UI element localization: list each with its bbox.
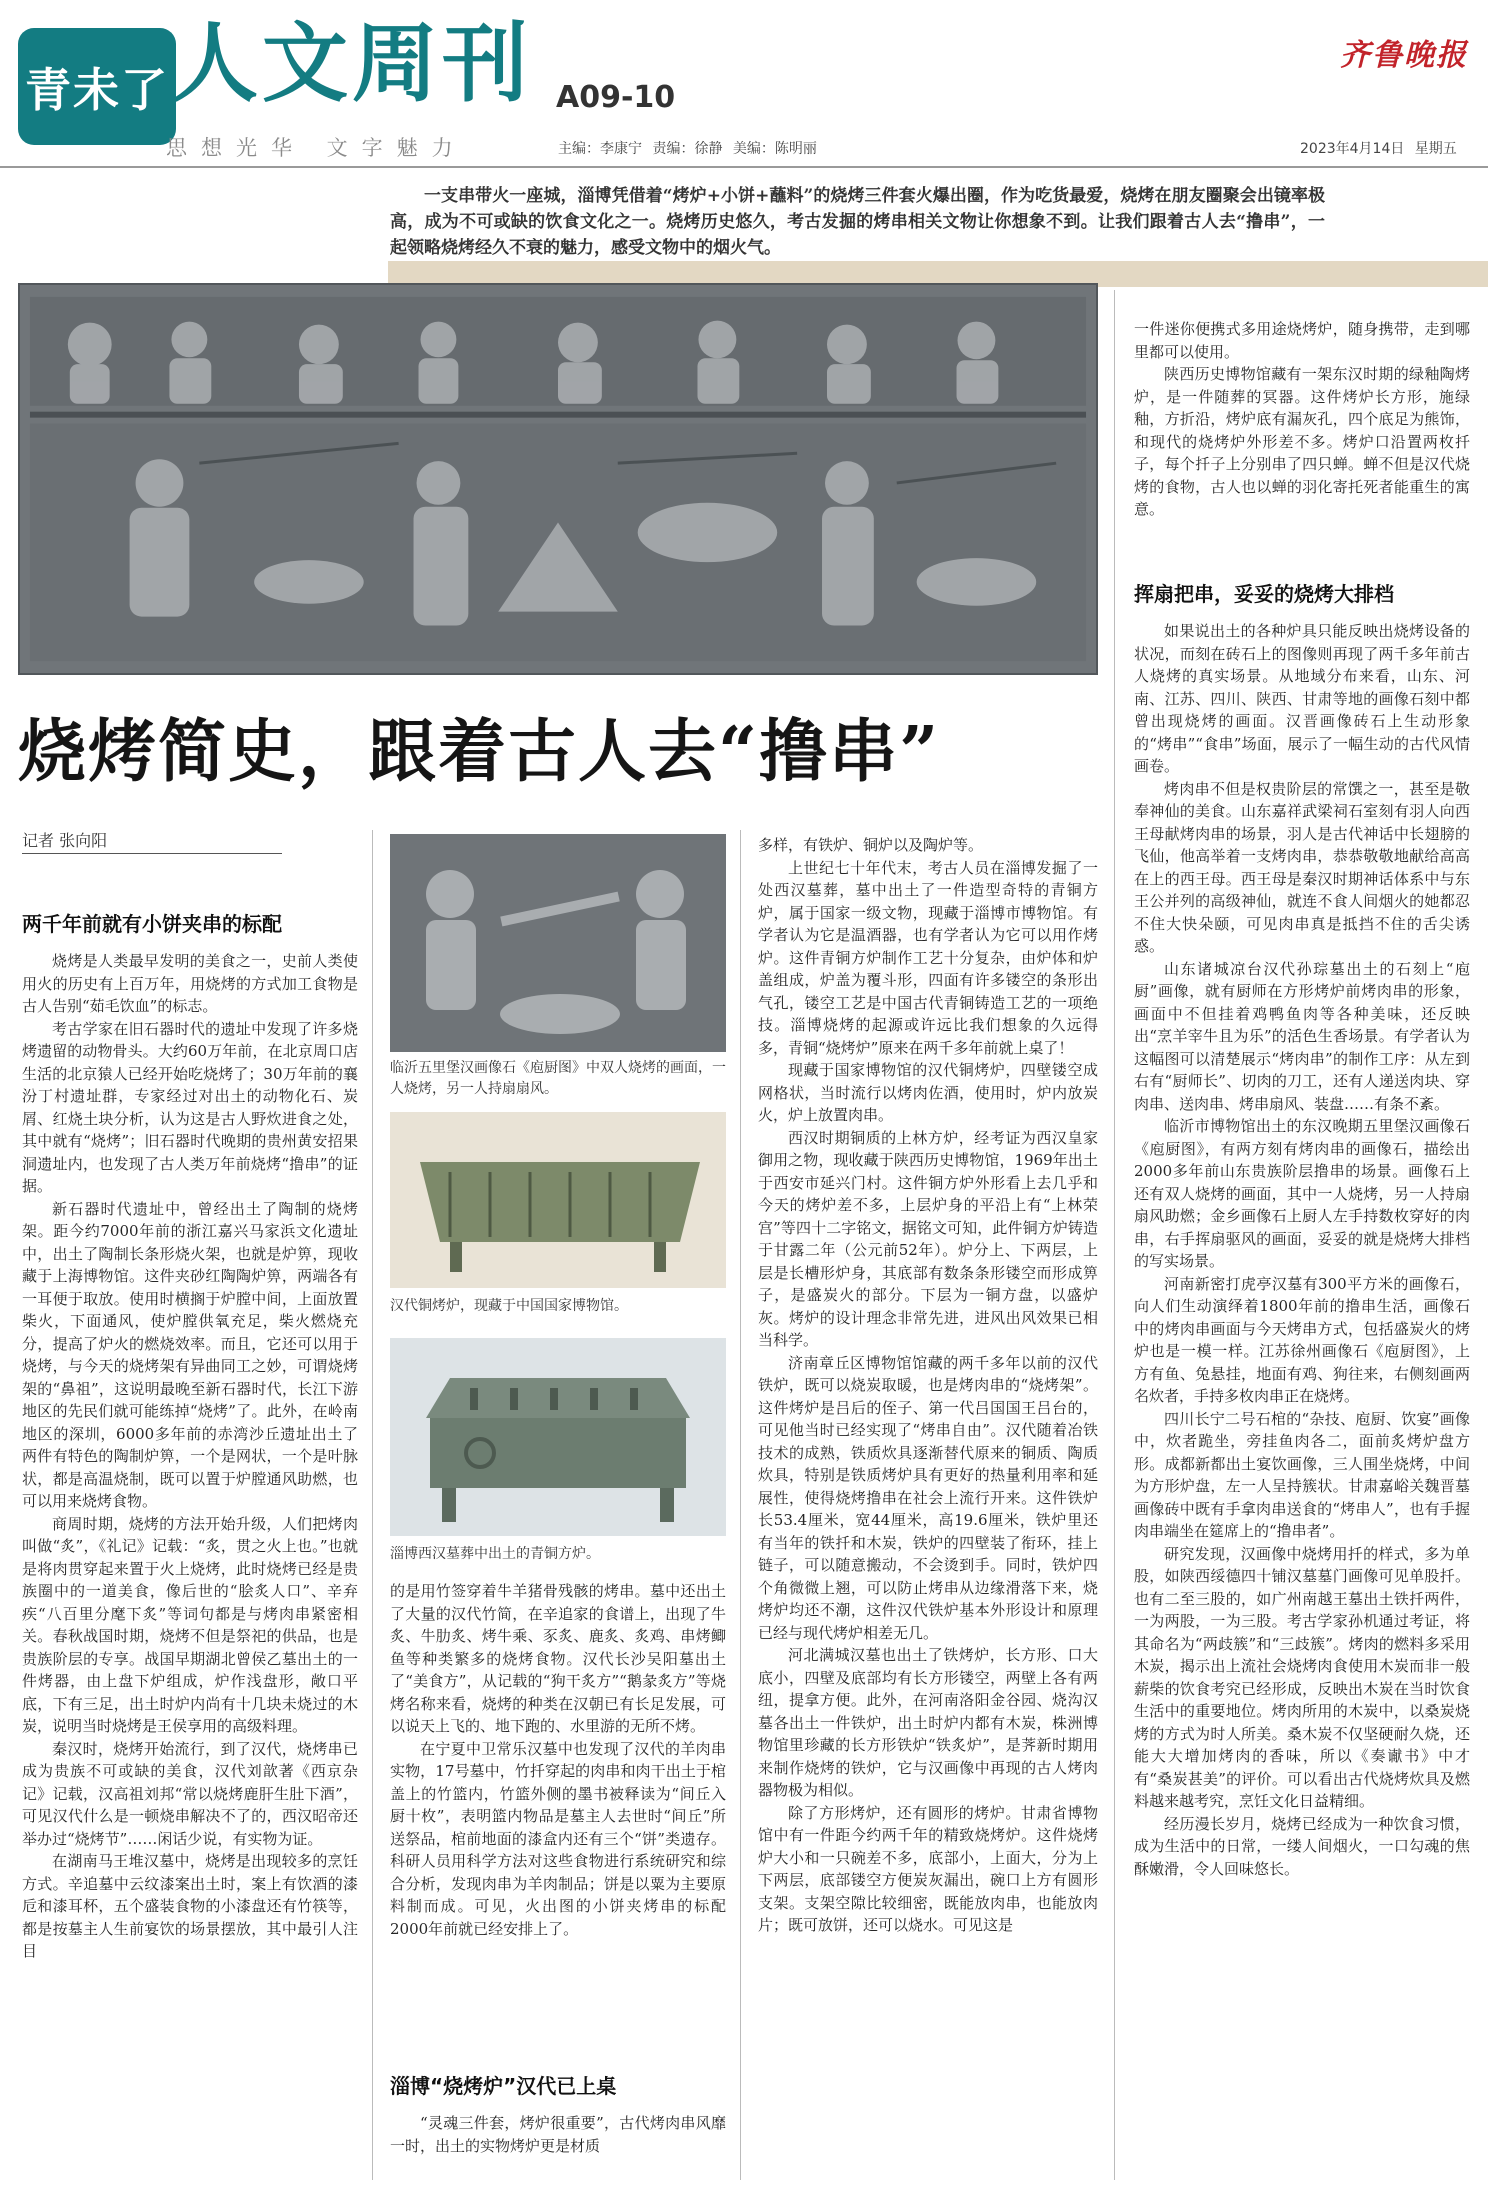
paragraph: 在宁夏中卫常乐汉墓中也发现了汉代的羊肉串实物，17号墓中，竹扦穿起的肉串和肉干出土于棺盖上的竹篮内，竹篮外侧的墨书被释读为“间丘入厨十枚”，表明篮内物品是墓主人去世时“间丘”所送祭品，棺前地面的漆盒内还有三个“饼”类遗存。科研人员用科学方法对这些食物进行系统研究和综合分析，发现肉串为羊肉制品；饼是以粟为主要原料制而成。可见，火出图的小饼夹烤串的标配2000年前就已经安排上了。 bbox=[390, 1739, 726, 1938]
article-lead: 一支串带火一座城，淄博凭借着“烤炉+小饼+蘸料”的烧烤三件套火爆出圈，作为吃货最爱，烧烤在朋友圈聚会出镜率极高，成为不可或缺的饮食文化之一。烧烤历史悠久，考古发掘的烤串相关文物让你想象不到。让我们跟着古人去“撸串”，一起领略烧烤经久不衰的魅力，感受文物中的烟火气。 bbox=[390, 186, 1325, 258]
paragraph: 四川长宁二号石棺的“杂技、庖厨、饮宴”画像中，炊者跪坐，旁挂鱼肉各二，面前炙烤炉盘方形。成都新都出土宴饮画像，三人围坐烧烤，中间为方形炉盘，左一人呈持簇状。甘肃嘉峪关魏晋墓画像砖中既有手拿肉串送食的“烤串人”，也有手握肉串端坐在筵席上的“撸串者”。 bbox=[1134, 1409, 1470, 1540]
photo-caption: 临沂五里堡汉画像石《庖厨图》中双人烧烤的画面，一人烧烤，另一人持扇扇风。 bbox=[390, 1060, 726, 1097]
paragraph: 上世纪七十年代末，考古人员在淄博发掘了一处西汉墓葬，墓中出土了一件造型奇特的青铜方炉，属于国家一级文物，现藏于淄博市博物馆。有学者认为它是温酒器，也有学者认为它可以用作烤炉。这件青铜方炉制作工艺十分复杂，由炉体和炉盖组成，炉盖为覆斗形，四面有许多镂空的条形出气孔，镂空工艺是中国古代青铜铸造工艺的一项绝技。淄博烧烤的起源或许远比我们想象的久远得多，青铜“烧烤炉”原来在两千多年前就上桌了！ bbox=[758, 858, 1098, 1057]
paragraph: 如果说出土的各种炉具只能反映出烧烤设备的状况，而刻在砖石上的图像则再现了两千多年前古人烧烤的真实场景。从地域分布来看，山东、河南、江苏、四川、陕西、甘肃等地的画像石刻中都曾出现烧烤的画面。汉晋画像砖石上生动形象的“烤串”“食串”场面，展示了一幅生动的古代风情画卷。 bbox=[1134, 622, 1470, 775]
paragraph: 秦汉时，烧烤开始流行，到了汉代，烧烤串已成为贵族不可或缺的美食，汉代刘歆著《西京杂记》记载，汉高祖刘邦“常以烧烤鹿肝生肚下酒”，可见汉代什么是一顿烧串解决不了的，西汉昭帝还举办过“烧烤节”……闲话少说，有实物为证。 bbox=[22, 1739, 358, 1848]
bronze-stove-photo bbox=[390, 1112, 726, 1288]
relief-detail-photo bbox=[390, 834, 726, 1052]
bronze-square-stove-photo bbox=[390, 1338, 726, 1536]
text-column-4b bbox=[1134, 620, 1470, 2178]
column-divider bbox=[740, 830, 741, 2180]
section-heading: 挥扇把串，妥妥的烧烤大排档 bbox=[1134, 582, 1394, 606]
paragraph: 新石器时代遗址中，曾经出土了陶制的烧烤架。距今约7000年前的浙江嘉兴马家浜文化遗址中，出土了陶制长条形烧火架，也就是炉箅，现收藏于上海博物馆。这件夹砂红陶陶炉箅，两端各有一耳便于取放。使用时横搁于炉膛中间，上面放置柴火，下面通风，使炉膛供氧充足，柴火燃烧充分，提高了炉火的燃烧效率。而且，它还可以用于烧烤，与今天的烧烤架有异曲同工之妙，可谓烧烤架的“鼻祖”，这说明最晚至新石器时代，长江下游地区的先民们就可能练掉“烧烤”了。此外，在岭南地区的深圳，6000多年前的赤湾沙丘遗址出土了两件有特色的陶制炉箅，一个是网状，一个是叶脉状，都是高温烧制，既可以置于炉膛通风助燃，也可以用来烧烤食物。 bbox=[22, 1199, 358, 1510]
section-heading: 淄博“烧烤炉”汉代已上桌 bbox=[390, 2074, 617, 2098]
paragraph: 烧烤是人类最早发明的美食之一，史前人类使用火的历史有上百万年，用烧烤的方式加工食物是古人告别“茹毛饮血”的标志。 bbox=[22, 952, 358, 1015]
paragraph: 在湖南马王堆汉墓中，烧烤是出现较多的烹饪方式。辛追墓中云纹漆案出土时，案上有饮酒的漆卮和漆耳杯，五个盛装食物的小漆盘还有竹筷等，都是按墓主人生前宴饮的场景摆放，其中最引人注目 bbox=[22, 1852, 358, 1960]
paragraph: 现藏于国家博物馆的汉代铜烤炉，四壁镂空成网格状，当时流行以烤肉佐酒，使用时，炉内放炭火，炉上放置肉串。 bbox=[758, 1061, 1098, 1124]
paragraph: 山东诸城凉台汉代孙琮墓出土的石刻上“庖厨”画像，就有厨师在方形烤炉前烤肉串的形象，画面中不但挂着鸡鸭鱼肉等各种美味，还反映出“烹羊宰牛且为乐”的活色生香场景。有学者认为这幅图可以清楚展示“烤肉串”的制作工序：从左到右有“厨师长”、切肉的刀工，还有人递送肉块、穿肉串、送肉串、烤串扇风、装盘……有条不紊。 bbox=[1134, 959, 1470, 1113]
paragraph: 考古学家在旧石器时代的遗址中发现了许多烧烤遗留的动物骨头。大约60万年前，在北京周口店生活的北京猿人已经开始吃烧烤了；30万年前的襄汾丁村遗址群，专家经过对出土的动物化石、炭屑、红烧土块分析，认为这是古人野炊进食之处，其中就有“烧烤”；旧石器时代晚期的贵州黄安招果洞遗址内，也发现了古人类万年前烧烤“撸串”的证据。 bbox=[22, 1019, 358, 1195]
paragraph: 河北满城汉墓也出土了铁烤炉，长方形、口大底小，四壁及底部均有长方形镂空，两壁上各有两纽，提拿方便。此外，在河南洛阳金谷园、烧沟汉墓各出土一件铁炉，出土时炉内都有木炭，株洲博物馆里珍藏的长方形铁炉“铁炙炉”，是荠新时期用来制作烧烤的铁炉，它与汉画像中再现的古人烤肉器物极为相似。 bbox=[758, 1646, 1098, 1799]
photo-caption: 汉代铜烤炉，现藏于中国国家博物馆。 bbox=[390, 1298, 628, 1314]
section-heading: 两千年前就有小饼夹串的标配 bbox=[22, 912, 282, 936]
column-slogan: 思想光华 文字魅力 bbox=[166, 136, 467, 160]
paragraph: 研究发现，汉画像中烧烤用扦的样式，多为单股，如陕西绥德四十铺汉墓墓门画像可见单股扦。也有二至三股的，如广州南越王墓出土铁扦两件，一为两股，一为三股。考古学家孙机通过考证，将其命名为“两歧簇”和“三歧簇”。烤肉的燃料多采用木炭，揭示出上流社会烧烤肉食使用木炭而非一般薪柴的饮食考究已经形成，反映出木炭在当时饮食生活中的重要地位。烤肉所用的木炭中，以桑炭烧烤的方式为时人所美。桑木炭不仅坚硬耐久烧，还能大大增加烤肉的香味，所以《奏谳书》中才有“桑炭甚美”的评价。可以看出古代烧烤炊具及燃料越来越考究，烹饪文化日益精细。 bbox=[1134, 1544, 1470, 1810]
text-column-2b bbox=[390, 2112, 726, 2178]
paragraph: 多样，有铁炉、铜炉以及陶炉等。 bbox=[758, 836, 984, 854]
column-logo: 青未了 bbox=[18, 28, 176, 145]
page-number: A09-10 bbox=[556, 80, 676, 115]
text-column-1 bbox=[22, 950, 358, 2178]
issue-date: 2023年4月14日 星期五 bbox=[1300, 141, 1457, 157]
column-title: 人文周刊 bbox=[172, 13, 532, 114]
paragraph: 一件迷你便携式多用途烧烤炉，随身携带，走到哪里都可以使用。 bbox=[1134, 320, 1470, 361]
byline: 记者 张向阳 bbox=[22, 828, 282, 854]
photo-caption: 淄博西汉墓葬中出土的青铜方炉。 bbox=[390, 1546, 600, 1562]
paragraph: 除了方形烤炉，还有圆形的烤炉。甘肃省博物馆中有一件距今约两千年的精致烧烤炉。这件烧烤炉大小和一只碗差不多，底部小，上面大，分为上下两层，底部镂空方便炭灰漏出，碗口上方有圆形支架。支架空隙比较细密，既能放肉串，也能放肉片；既可放饼，还可以烧水。可见这是 bbox=[758, 1803, 1098, 1934]
paragraph: “灵魂三件套，烤炉很重要”，古代烤肉串风靡一时，出土的实物烤炉更是材质 bbox=[390, 2114, 726, 2155]
paragraph: 陕西历史博物馆藏有一架东汉时期的绿釉陶烤炉，是一件随葬的冥器。这件烤炉长方形，施绿釉，方折沿，烤炉底有漏灰孔，四个底足为熊饰，和现代的烧烤炉外形差不多。烤炉口沿置两枚扦子，每个扦子上分别串了四只蝉。蝉不但是汉代烧烤的食物，古人也以蝉的羽化寄托死者能重生的寓意。 bbox=[1134, 365, 1470, 518]
paragraph: 济南章丘区博物馆馆藏的两千多年以前的汉代铁炉，既可以烧炭取暖，也是烤肉串的“烧烤架”。这件烤炉是吕后的侄子、第一代吕国国王吕台的，可见他当时已经实现了“烤串自由”。汉代随着冶铁技术的成熟，铁质炊具逐渐替代原来的铜质、陶质炊具，特别是铁质烤炉具有更好的热量利用率和延展性，使得烧烤撸串在社会上流行开来。这件铁炉长53.4厘米，宽44厘米，高19.6厘米，铁炉里还有当年的铁扦和木炭，铁炉的四壁装了衔环，挂上链子，可以随意搬动，不会烫到手。同时，铁炉四个角微微上翘，可以防止烤串从边缘滑落下来，烧烤炉均还不潮，这件汉代铁炉基本外形设计和原理已经与现代烤炉相差无几。 bbox=[758, 1353, 1098, 1642]
paragraph: 烤肉串不但是权贵阶层的常馔之一，甚至是敬奉神仙的美食。山东嘉祥武梁祠石室刻有羽人向西王母献烤肉串的场景，羽人是古代神话中长翅膀的飞仙，他高举着一支烤肉串，恭恭敬敬地献给高高在上的西王母。西王母是秦汉时期神话体系中与东王公并列的高级神仙，就连不食人间烟火的她都忍不住大快朵颐，可见肉串真是抵挡不住的舌尖诱惑。 bbox=[1134, 779, 1470, 955]
paragraph: 经历漫长岁月，烧烤已经成为一种饮食习惯，成为生活中的日常，一缕人间烟火，一口勾魂的焦酥嫩滑，令人回味悠长。 bbox=[1134, 1814, 1470, 1878]
stone-relief-photo bbox=[18, 283, 1098, 675]
headline: 烧烤简史，跟着古人去“撸串” bbox=[18, 712, 941, 792]
editor-credits: 主编：李康宁 责编：徐静 美编：陈明丽 bbox=[558, 141, 817, 157]
text-column-2 bbox=[390, 1580, 726, 2060]
paragraph: 临沂市博物馆出土的东汉晚期五里堡汉画像石《庖厨图》，有两方刻有烤肉串的画像石，描绘出2000多年前山东贵族阶层撸串的场景。画像石上还有双人烧烤的画面，其中一人烧烤，另一人持扇扇风助燃；金乡画像石上厨人左手持数枚穿好的肉串，右手挥扇驱风的画面，妥妥的就是烧烤大排档的写实场景。 bbox=[1134, 1117, 1470, 1270]
newspaper-brand: 齐鲁晚报 bbox=[1340, 38, 1468, 73]
column-divider bbox=[372, 830, 373, 2180]
masthead-rule bbox=[0, 166, 1488, 168]
paragraph: 商周时期，烧烤的方法开始升级，人们把烤肉叫做“炙”，《礼记》记载：“炙，贯之火上也。”也就是将肉贯穿起来置于火上烧烤，此时烧烤已经是贵族圈中的一道美食，像后世的“脍炙人口”、辛弃疾“八百里分麾下炙”等词句都是与烤肉串紧密相关。春秋战国时期，烧烤不但是祭祀的供品，也是贵族阶层的专享。战国早期湖北曾侯乙墓出土的一件烤器，由上盘下炉组成，炉作浅盘形，敞口平底，下有三足，出土时炉内尚有十几块未烧过的木炭，说明当时烧烤是王侯享用的高级料理。 bbox=[22, 1514, 358, 1735]
column-divider bbox=[1114, 290, 1115, 2180]
text-column-3 bbox=[758, 834, 1098, 2178]
paragraph: 河南新密打虎亭汉墓有300平方米的画像石，向人们生动演绎着1800年前的撸串生活，画像石中的烤肉串画面与今天烤串方式，包括盛炭火的烤炉也是一模一样。江苏徐州画像石《庖厨图》，上方有鱼、兔悬挂，地面有鸡、狗往来，右侧刻画两名炊者，手持多枚肉串正在烧烤。 bbox=[1134, 1274, 1470, 1405]
paragraph: 的是用竹签穿着牛羊猪骨残骸的烤串。墓中还出土了大量的汉代竹简，在辛追家的食谱上，出现了牛炙、牛肋炙、烤牛乘、豕炙、鹿炙、炙鸡、串烤鲫鱼等种类繁多的烧烤食物。汉代长沙吴阳墓出土了“美食方”，从记载的“狗干炙方”“鹅彖炙方”等烧烤名称来看，烧烤的种类在汉朝已有长足发展，可以说天上飞的、地下跑的、水里游的无所不烤。 bbox=[390, 1582, 726, 1735]
text-column-4 bbox=[1134, 318, 1470, 570]
paragraph: 西汉时期铜质的上林方炉，经考证为西汉皇家御用之物，现收藏于陕西历史博物馆，1969年出土于西安市延兴门村。这件铜方炉外形看上去几乎和今天的烤炉差不多，上层炉身的平沿上有“上林荣宫”等四十二字铭文，据铭文可知，此件铜方炉铸造于甘露二年（公元前52年）。炉分上、下两层，上层是长槽形炉身，其底部有数条条形镂空而形成箅子，是盛炭火的部分。下层为一铜方盘，以盛炉灰。烤炉的设计理念非常先进，进风出风效果已相当科学。 bbox=[758, 1128, 1098, 1349]
